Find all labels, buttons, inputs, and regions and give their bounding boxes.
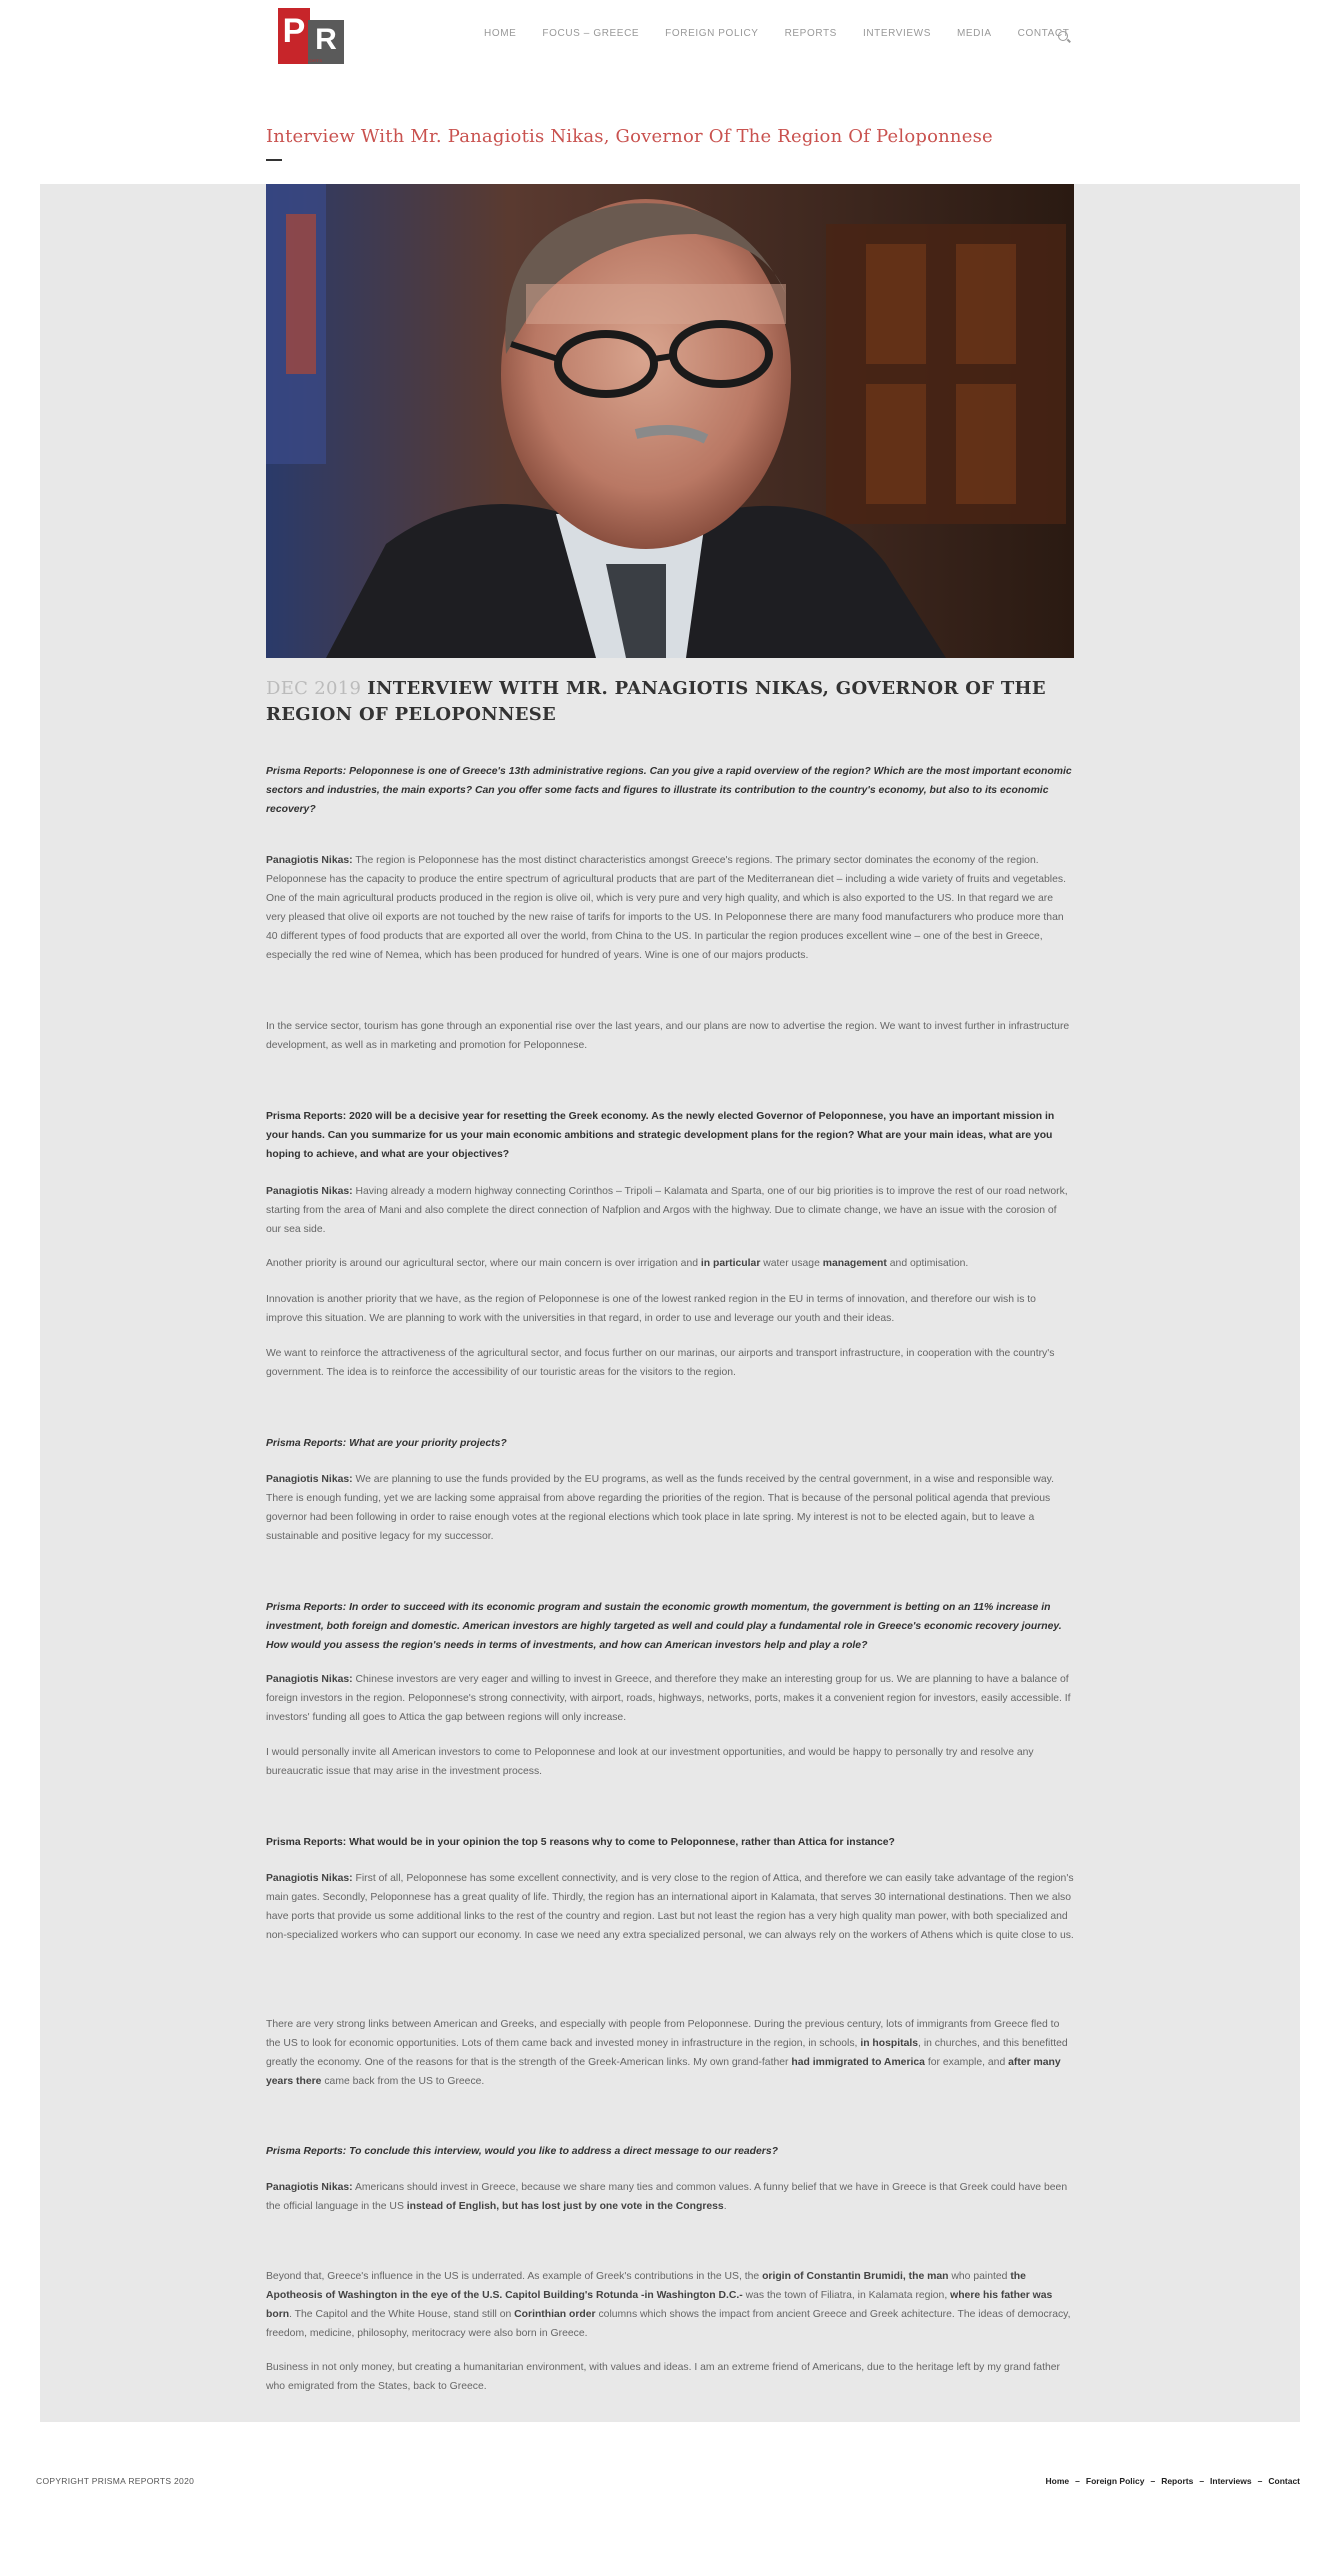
main-nav: [484, 28, 1095, 39]
answer-1-text: The region is Peloponnese has the most distinct characteristics amongst Greece's regions. The primary sector dominates the economy of the region. Peloponnese has the capacity to produce the entire spectrum of agricultural products that are part of the Mediterranean diet – including a wide variety of fruits and vegetables. One of the main agricultural products produced in the region is olive oil, which is very pure and very high quality, and which is also exported to the US. In that regard we are very pleased that olive oil exports are not touched by the new raise of tarifs for imports to the US. In Peloponnese there are many food manufacturers who produce more than 40 different types of food products that are exported all over the world, from China to the US. In particular the region produces excellent wine – one of the best in Greece, especially the red wine of Nemea, which has been produced for hundred of years. Wine is one of our majors products.: [266, 855, 1066, 961]
nav-interviews[interactable]: INTERVIEWS: [862, 28, 931, 39]
bold-span: where his father was born: [266, 2290, 1053, 2320]
text-span: came back from the US to Greece.: [321, 2076, 485, 2087]
bold-span: in hospitals: [860, 2038, 919, 2049]
answer-2: [266, 1182, 1074, 1239]
footer-separator: –: [1075, 2476, 1080, 2486]
text-span: There are very strong links between American and Greeks, and especially with people from Peloponnese. During the previous century, lots of immigrants from Greece fled to the US to look for economic opportunities. Lots of them came back and invested money in infrastructure in the region, in schools,: [266, 2019, 1060, 2049]
page-title: Interview With Mr. Panagiotis Nikas, Governor Of The Region Of Peloponnese: [266, 126, 993, 147]
bold-span: had immigrated to America: [791, 2057, 925, 2068]
text-span: who painted: [948, 2271, 1011, 2282]
bold-span: origin of Constantin Brumidi, the man: [762, 2271, 949, 2282]
title-underline: [266, 159, 282, 161]
footer-link-foreign-policy[interactable]: Foreign Policy: [1085, 2476, 1145, 2486]
nav-home[interactable]: HOME: [484, 28, 517, 39]
text-span: was the town of Filiatra, in Kalamata region,: [742, 2290, 951, 2301]
text-span: Another priority is around our agricultural sector, where our main concern is over irrigation and: [266, 1258, 701, 1269]
article-headline-text: INTERVIEW WITH MR. PANAGIOTIS NIKAS, GOVERNOR OF THE REGION OF PELOPONNESE: [266, 678, 1046, 725]
text-span: Beyond that, Greece's influence in the US is underrated. As example of Greek's contributions in the US, the: [266, 2271, 763, 2282]
question-1: Prisma Reports: Peloponnese is one of Greece's 13th administrative regions. Can you give a rapid overview of the region? Which are the most important economic sectors and industries, the main exports? Can you offer some facts and figures to illustrate its contribution to the country's economy, but also to its economic recovery?: [266, 766, 1072, 815]
text-span: Americans should invest in Greece, because we share many ties and common values. A funny belief that we have in Greece is that Greek could have been the official language in the US: [266, 2182, 1068, 2212]
paragraph-invitation: I would personally invite all American investors to come to Peloponnese and look at our investment opportunities, and would be happy to personally try and resolve any bureaucratic issue that may arise in the investment process.: [266, 1747, 1034, 1777]
speaker-label: Panagiotis Nikas:: [266, 1873, 353, 1884]
paragraph-closing: Business in not only money, but creating a humanitarian environment, with values and ideas. I am an extreme friend of Americans, due to the heritage left by my grand father who emigrated from the States, back to Greece.: [266, 2362, 1060, 2392]
question-2: Prisma Reports: 2020 will be a decisive year for resetting the Greek economy. As the newly elected Governor of Peloponnese, you have an important mission in your hands. Can you summarize for us your main economic ambitions and strategic development plans for the region? What are your main ideas, what are you hoping to achieve, and what are your objectives?: [266, 1111, 1055, 1160]
text-span: water usage: [760, 1258, 823, 1269]
question-3: Prisma Reports: What are your priority projects?: [266, 1438, 507, 1449]
speaker-label: Panagiotis Nikas:: [266, 2182, 353, 2193]
speaker-label: Panagiotis Nikas:: [266, 1186, 353, 1197]
logo-tagline: PRISMA REPORTS: [280, 58, 323, 63]
answer-5-text: First of all, Peloponnese has some excellent connectivity, and is very close to the region of Attica, and therefore we can easily take advantage of the region's main gates. Secondly, Peloponnese has a great quality of life. Thirdly, the region has an international aiport in Kalamata, that serves 30 international destinations. Then we also have ports that provide us some additional links to the rest of the country and region. Last but not least the region has a very high quality man power, with both specialized and non-specialized workers who can support our economy. In case we need any extra specialized personal, we can always rely on the workers of Athens which is quite close to us.: [266, 1873, 1074, 1941]
text-span: columns which shows the impact from ancient Greece and Greek achitecture. The ideas of democracy, freedom, medicine, philosophy, meritocracy were also born in Greece.: [266, 2309, 1071, 2339]
answer-3-text: We are planning to use the funds provided by the EU programs, as well as the funds received by the central government, in a wise and responsible way. There is enough funding, yet we are lacking some appraisal from above regarding the priorities of the region. That is because of the personal political agenda that previous governor had been following in order to raise enough votes at the regional elections which took place in late spring. My interest is not to be elected again, but to leave a sustainable and positive legacy for my successor.: [266, 1474, 1054, 1542]
footer-link-interviews[interactable]: Interviews: [1210, 2476, 1252, 2486]
logo-letter-p: P: [278, 8, 310, 64]
footer-link-reports[interactable]: Reports: [1161, 2476, 1194, 2486]
footer-separator: –: [1257, 2476, 1263, 2486]
paragraph-agriculture: [266, 1254, 1074, 1273]
text-span: for example, and: [924, 2057, 1009, 2068]
paragraph-innovation: Innovation is another priority that we have, as the region of Peloponnese is one of the lowest ranked region in the EU in terms of innovation, and therefore our wish is to improve this situation. We are planning to work with the universities in that regard, in order to use and leverage our youth and their ideas.: [266, 1294, 1036, 1324]
answer-4-text: Chinese investors are very eager and willing to invest in Greece, and therefore they make an interesting group for us. We are planning to have a balance of foreign investors in the region. Peloponnese's strong connectivity, with airport, roads, highways, networks, ports, makes it a convenient region for investors, easily accessible. If investors' funding all goes to Attica the gap between regions will only increase.: [266, 1674, 1071, 1723]
text-span: , in churches, and this benefitted greatly the economy. One of the reasons for that is the strength of the Greek-American links. My own grand-father: [266, 2038, 1068, 2068]
search-icon[interactable]: [1058, 31, 1068, 41]
question-5: Prisma Reports: What would be in your opinion the top 5 reasons why to come to Peloponnese, rather than Attica for instance?: [266, 1837, 895, 1848]
footer-separator: –: [1150, 2476, 1156, 2486]
question-4: Prisma Reports: In order to succeed with its economic program and sustain the economic growth momentum, the government is betting on an 11% increase in investment, both foreign and domestic. American investors are highly targeted as well and could play a fundamental role in Greece's economic recovery journey. How would you assess the region's needs in terms of investments, and how can American investors help and play a role?: [266, 1602, 1062, 1651]
answer-5: [266, 1869, 1074, 1945]
answer-4: [266, 1670, 1074, 1727]
governor-portrait: [266, 184, 1074, 658]
logo-letter-r: R: [308, 20, 344, 64]
footer-link-home[interactable]: Home: [1045, 2476, 1070, 2486]
footer-link-contact[interactable]: Contact: [1268, 2476, 1300, 2486]
bold-span: management: [822, 1258, 887, 1269]
nav-reports[interactable]: REPORTS: [784, 28, 837, 39]
text-span: .: [723, 2201, 727, 2212]
nav-media[interactable]: MEDIA: [956, 28, 992, 39]
speaker-label: Panagiotis Nikas:: [266, 1674, 353, 1685]
paragraph-infrastructure: We want to reinforce the attractiveness of the agricultural sector, and focus further on our marinas, our airports and transport infrastructure, in cooperation with the country's government. The idea is to reinforce the accessibility of our touristic areas for the visitors to the region.: [266, 1348, 1055, 1378]
article-headline: [266, 676, 1074, 728]
speaker-label: Panagiotis Nikas:: [266, 855, 353, 866]
bold-span: the Apotheosis of Washington in the eye of the U.S. Capitol Building's Rotunda -in Washington D.C.-: [266, 2271, 1026, 2301]
paragraph-influence: [266, 2267, 1074, 2343]
answer-1: [266, 851, 1074, 965]
nav-foreign-policy[interactable]: FOREIGN POLICY: [665, 28, 759, 39]
footer-separator: –: [1199, 2476, 1205, 2486]
footer-copyright: COPYRIGHT PRISMA REPORTS 2020: [36, 2476, 195, 2486]
paragraph-tourism: In the service sector, tourism has gone through an exponential rise over the last years, and our plans are now to advertise the region. We want to invest further in infrastructure development, as well as in marketing and promotion for Peloponnese.: [266, 1021, 1070, 1051]
bold-span: after many years there: [266, 2057, 1061, 2087]
nav-focus-greece[interactable]: FOCUS – GREECE: [542, 28, 640, 39]
nav-contact[interactable]: CONTACT: [1017, 28, 1070, 39]
bold-span: in particular: [700, 1258, 761, 1269]
site-logo[interactable]: [278, 8, 346, 66]
text-span: . The Capitol and the White House, stand still on: [289, 2309, 515, 2320]
bold-span: instead of English, but has lost just by one vote in the Congress: [406, 2201, 724, 2212]
speaker-label: Panagiotis Nikas:: [266, 1474, 353, 1485]
bold-span: Corinthian order: [514, 2309, 596, 2320]
footer-links: [1046, 2476, 1300, 2486]
article-date: DEC 2019: [266, 678, 362, 699]
question-6: Prisma Reports: To conclude this interview, would you like to address a direct message to our readers?: [266, 2146, 778, 2157]
answer-3: [266, 1470, 1074, 1546]
answer-6: [266, 2178, 1074, 2216]
text-span: and optimisation.: [886, 1258, 969, 1269]
paragraph-links: [266, 2015, 1074, 2091]
answer-2-text: Having already a modern highway connecting Corinthos – Tripoli – Kalamata and Sparta, one of our big priorities is to improve the rest of our road network, starting from the area of Mani and also complete the direct connection of Nafplion and Argos with the highway. Due to climate change, we have an issue with the corosion of our sea side.: [266, 1186, 1068, 1235]
site-header: [0, 0, 1340, 80]
